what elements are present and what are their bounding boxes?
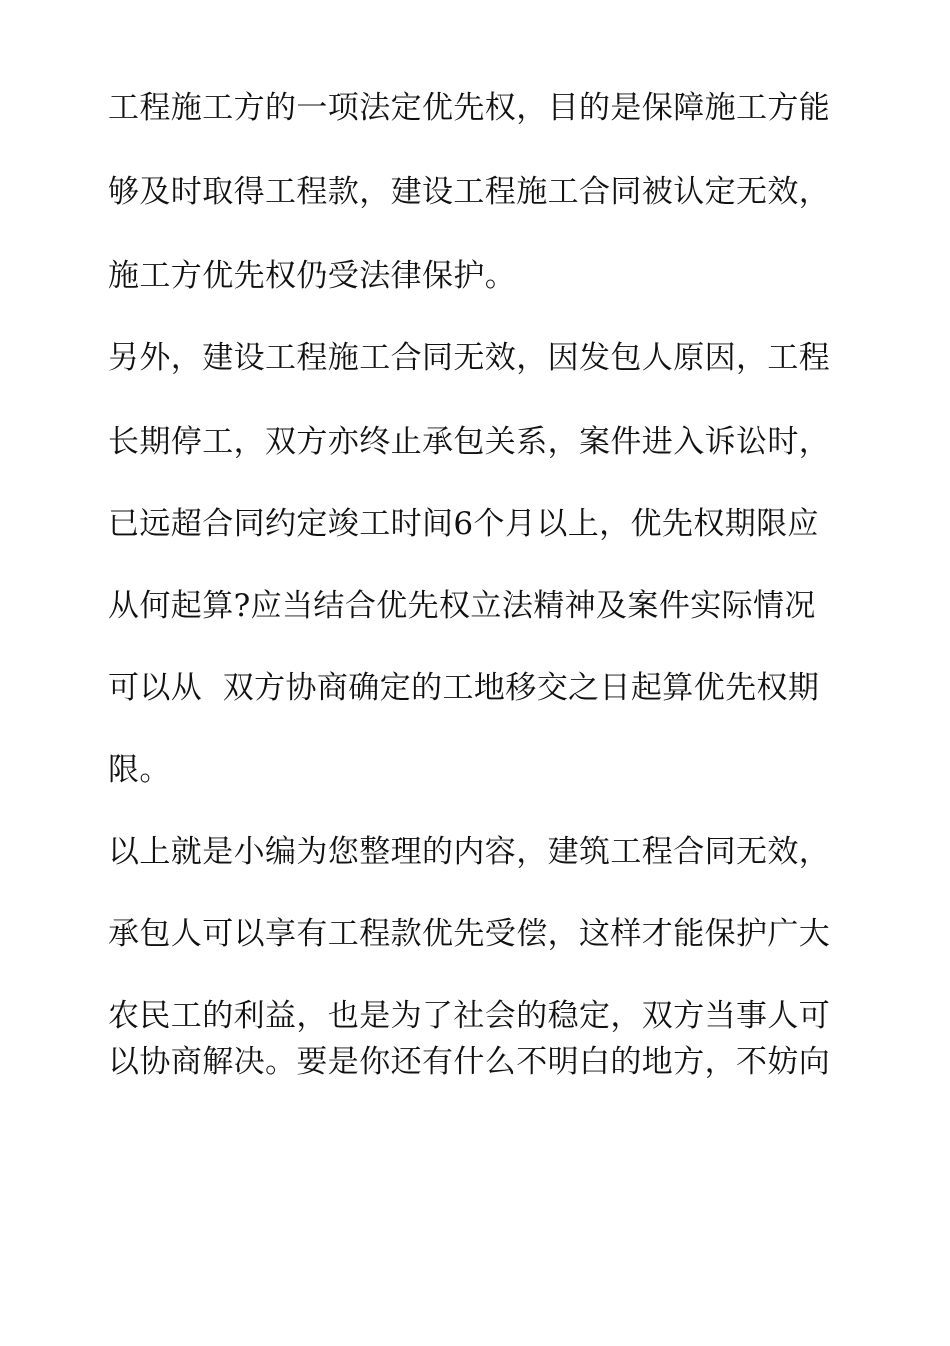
text-line-5: 长期停工，双方亦终止承包关系，案件进入诉讼时，: [108, 424, 831, 460]
text-line-8: 可以从 双方协商确定的工地移交之日起算优先权期: [108, 670, 820, 706]
text-line-10: 以上就是小编为您整理的内容，建筑工程合同无效，: [108, 834, 831, 870]
text-line-1: 工程施工方的一项法定优先权，目的是保障施工方能: [108, 90, 831, 126]
text-line-12: 农民工的利益，也是为了社会的稳定，双方当事人可: [108, 998, 831, 1034]
text-line-3: 施工方优先权仍受法律保护。: [108, 258, 517, 294]
text-line-2: 够及时取得工程款，建设工程施工合同被认定无效，: [108, 174, 831, 210]
text-line-7: 从何起算?应当结合优先权立法精神及案件实际情况: [108, 588, 816, 624]
text-line-6: 已远超合同约定竣工时间6个月以上，优先权期限应: [108, 506, 819, 542]
text-line-13: 以协商解决。要是你还有什么不明白的地方，不妨向: [108, 1044, 831, 1080]
text-line-11: 承包人可以享有工程款优先受偿，这样才能保护广大: [108, 916, 831, 952]
text-line-4: 另外，建设工程施工合同无效，因发包人原因，工程: [108, 340, 831, 376]
text-line-9: 限。: [108, 752, 171, 788]
